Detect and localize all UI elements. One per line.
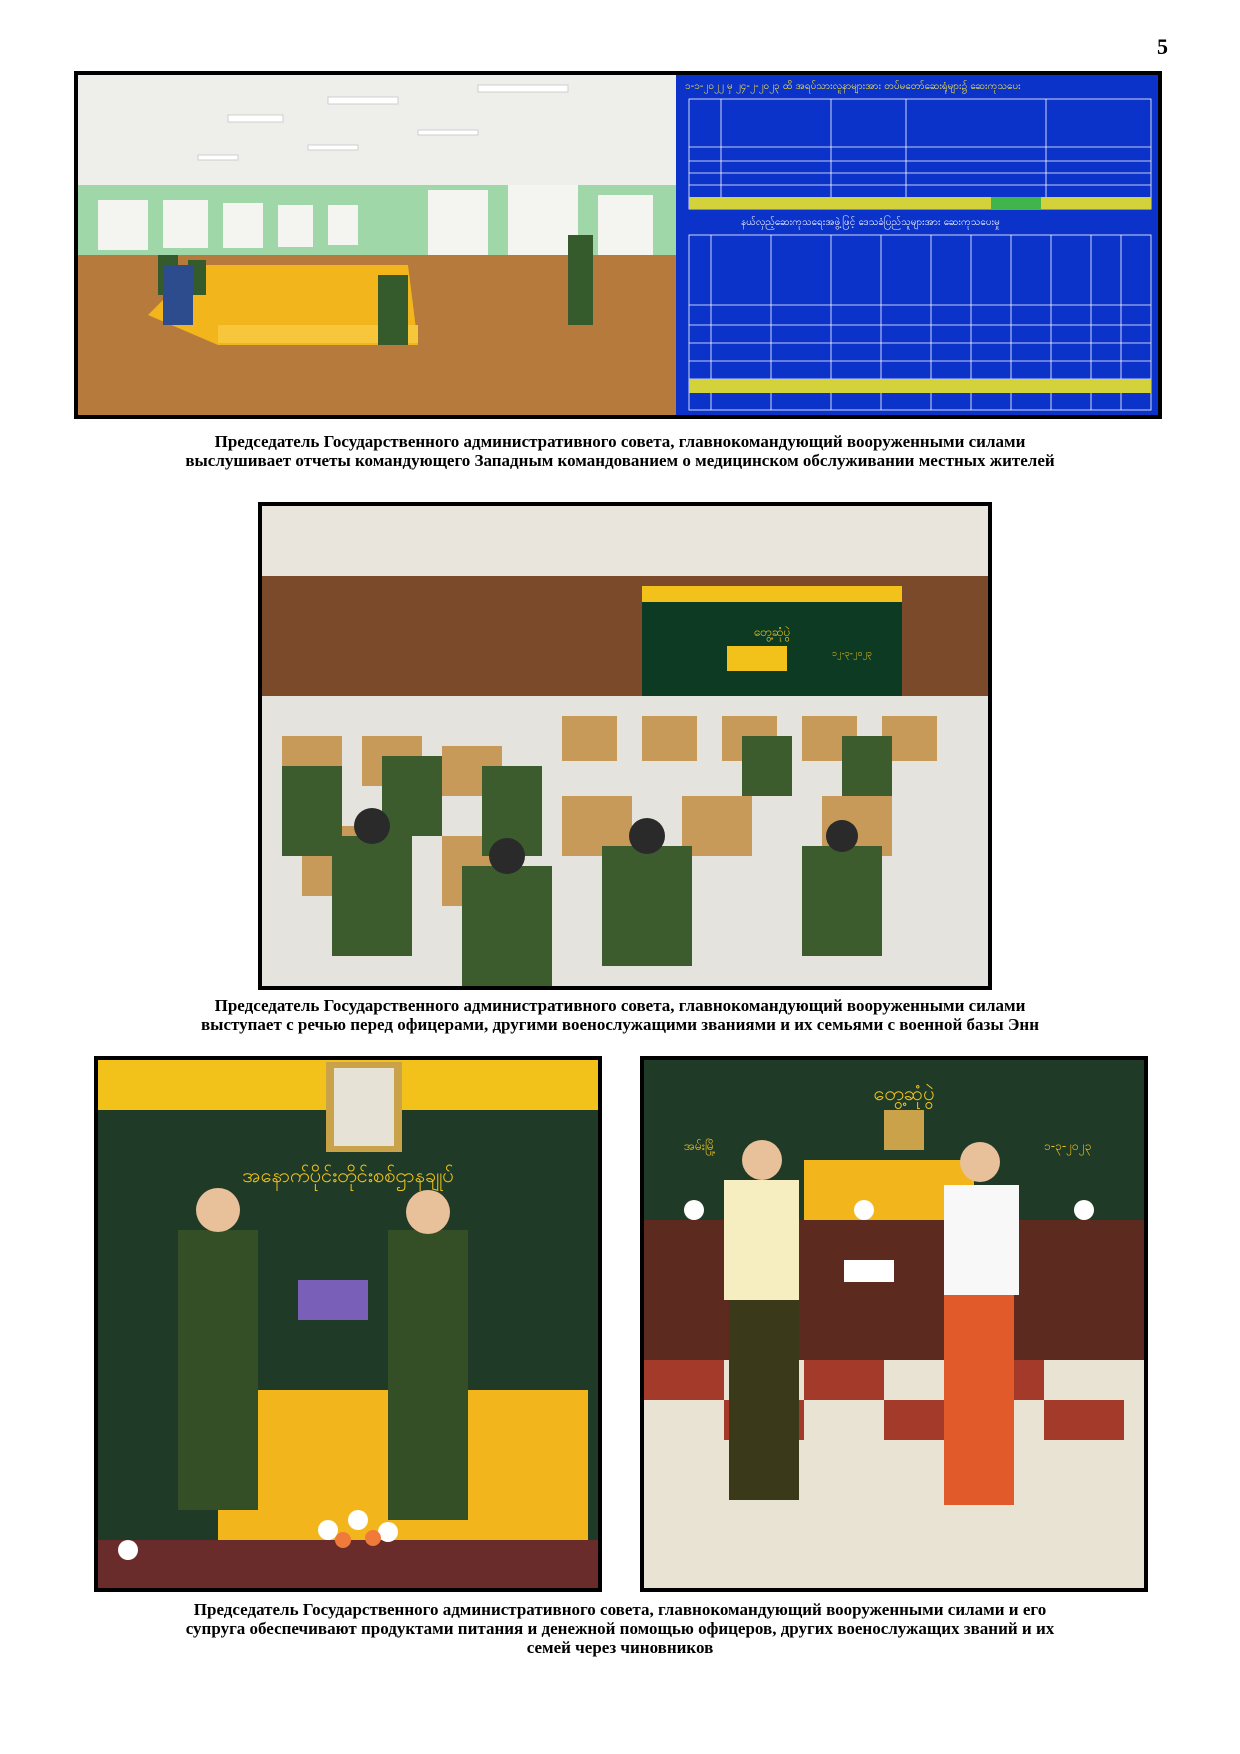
caption-first-line-1: Председатель Государственного административного совета, главнокомандующий вооруженными силами (214, 432, 1026, 451)
caption-second-line-1: Председатель Государственного административного совета, главнокомандующий вооруженными силами (214, 996, 1026, 1015)
slide-title: ၁-၁-၂၀၂၂ မှ ၂၄-၂-၂၀၂၃ ထိ အရပ်သားလူနာများအား တပ်မတော်ဆေးရုံများ၌ ဆေးကုသပေး (685, 81, 1021, 92)
caption-second (60, 996, 1180, 1034)
caption-third-line-3: семей через чиновников (526, 1638, 714, 1657)
gift-presentation-women-photo (640, 1056, 1148, 1592)
caption-third (60, 1600, 1180, 1657)
caption-first-line-2: выслушивает отчеты командующего Западным командованием о медицинском обслуживании местных жителей (185, 451, 1055, 470)
women-banner-left: အမ်းမြို့ (684, 1139, 716, 1153)
women-banner-date: ၁-၃-၂၀၂၃ (1044, 1139, 1092, 1153)
photo-top-frame (74, 71, 1162, 419)
caption-third-line-1: Председатель Государственного административного совета, главнокомандующий вооруженными силами и его (193, 1600, 1047, 1619)
stage-date: ၁၂-၃-၂၀၂၃ (831, 649, 873, 659)
women-banner: တွေ့ဆုံပွဲ (873, 1081, 935, 1105)
caption-first (60, 432, 1180, 470)
meeting-room-photo (78, 75, 676, 415)
stage-sign: တွေ့ဆုံပွဲ (753, 625, 791, 639)
presentation-slide (681, 75, 1158, 415)
hall-audience-photo (258, 502, 992, 990)
hall-banner: အနောက်ပိုင်းတိုင်းစစ်ဌာနချုပ် (242, 1163, 454, 1187)
caption-second-line-2: выступает с речью перед офицерами, другими военослужащими званиями и их семьями с военной базы Энн (201, 1015, 1039, 1034)
caption-third-line-2: супруга обеспечивают продуктами питания и денежной помощью офицеров, других военослужащих званий и их (185, 1619, 1055, 1638)
gift-presentation-men-photo (94, 1056, 602, 1592)
slide-subtitle: နယ်လှည့်ဆေးကုသရေးအဖွဲ့ဖြင့် ဒေသခံပြည်သူများအား ဆေးကုသပေးမှု (741, 217, 1000, 228)
page-number: 5 (1157, 34, 1168, 59)
